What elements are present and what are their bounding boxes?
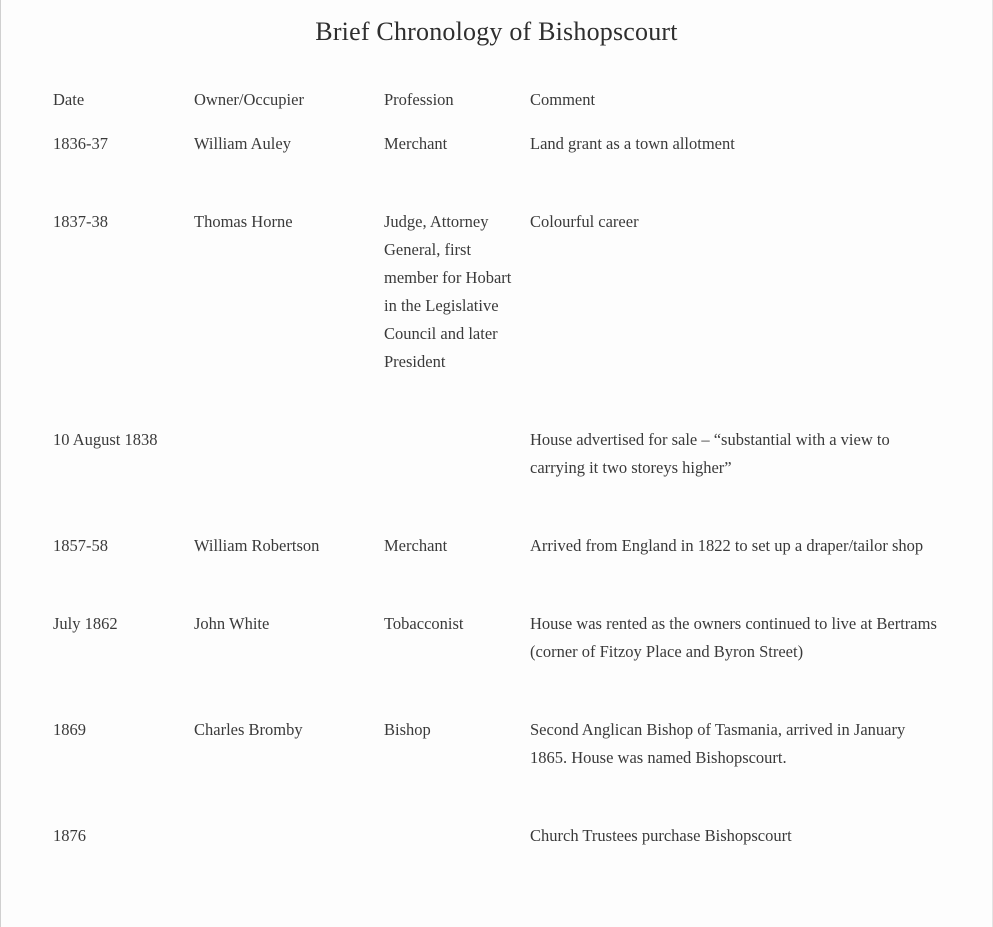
cell-date: 1836-37 xyxy=(53,134,108,153)
table-row xyxy=(45,426,945,532)
cell-date: 1837-38 xyxy=(53,212,108,231)
page-left-border xyxy=(0,0,1,927)
table-row xyxy=(45,130,945,208)
cell-owner: Charles Bromby xyxy=(194,720,303,739)
header-owner: Owner/Occupier xyxy=(194,90,304,109)
cell-owner xyxy=(186,822,376,850)
header-date: Date xyxy=(53,90,85,109)
cell-date: July 1862 xyxy=(53,614,118,633)
table-row xyxy=(45,716,945,822)
cell-profession: Merchant xyxy=(384,536,448,555)
cell-profession xyxy=(376,822,522,850)
cell-owner: William Robertson xyxy=(194,536,320,555)
cell-comment: Colourful career xyxy=(530,212,639,231)
cell-owner xyxy=(186,426,376,532)
header-comment: Comment xyxy=(530,90,596,109)
cell-owner: William Auley xyxy=(194,134,291,153)
table-header-row xyxy=(45,86,945,130)
cell-date: 10 August 1838 xyxy=(53,430,158,449)
cell-profession: Bishop xyxy=(384,720,431,739)
table-row xyxy=(45,532,945,610)
cell-comment: Second Anglican Bishop of Tasmania, arrived in January 1865. House was named Bishopscourt. xyxy=(530,720,906,767)
cell-profession xyxy=(376,426,522,532)
cell-comment: Church Trustees purchase Bishopscourt xyxy=(530,826,792,845)
cell-date: 1857-58 xyxy=(53,536,108,555)
cell-profession: Judge, Attorney General, first member for Hobart in the Legislative Council and later President xyxy=(384,212,512,371)
cell-date: 1869 xyxy=(53,720,86,739)
cell-comment: Land grant as a town allotment xyxy=(530,134,735,153)
table-row xyxy=(45,822,945,850)
cell-comment: Arrived from England in 1822 to set up a draper/tailor shop xyxy=(530,536,924,555)
chronology-table xyxy=(45,86,945,850)
cell-owner: Thomas Horne xyxy=(194,212,293,231)
cell-comment: House was rented as the owners continued to live at Bertrams (corner of Fitzoy Place and Byron Street) xyxy=(530,614,937,661)
table-row xyxy=(45,208,945,426)
cell-profession: Merchant xyxy=(384,134,448,153)
page-title: Brief Chronology of Bishopscourt xyxy=(315,17,678,46)
table-row xyxy=(45,610,945,716)
header-profession: Profession xyxy=(384,90,454,109)
cell-comment: House advertised for sale – “substantial with a view to carrying it two storeys higher” xyxy=(530,430,890,477)
cell-owner: John White xyxy=(194,614,270,633)
cell-date: 1876 xyxy=(53,826,86,845)
cell-profession: Tobacconist xyxy=(384,614,464,633)
